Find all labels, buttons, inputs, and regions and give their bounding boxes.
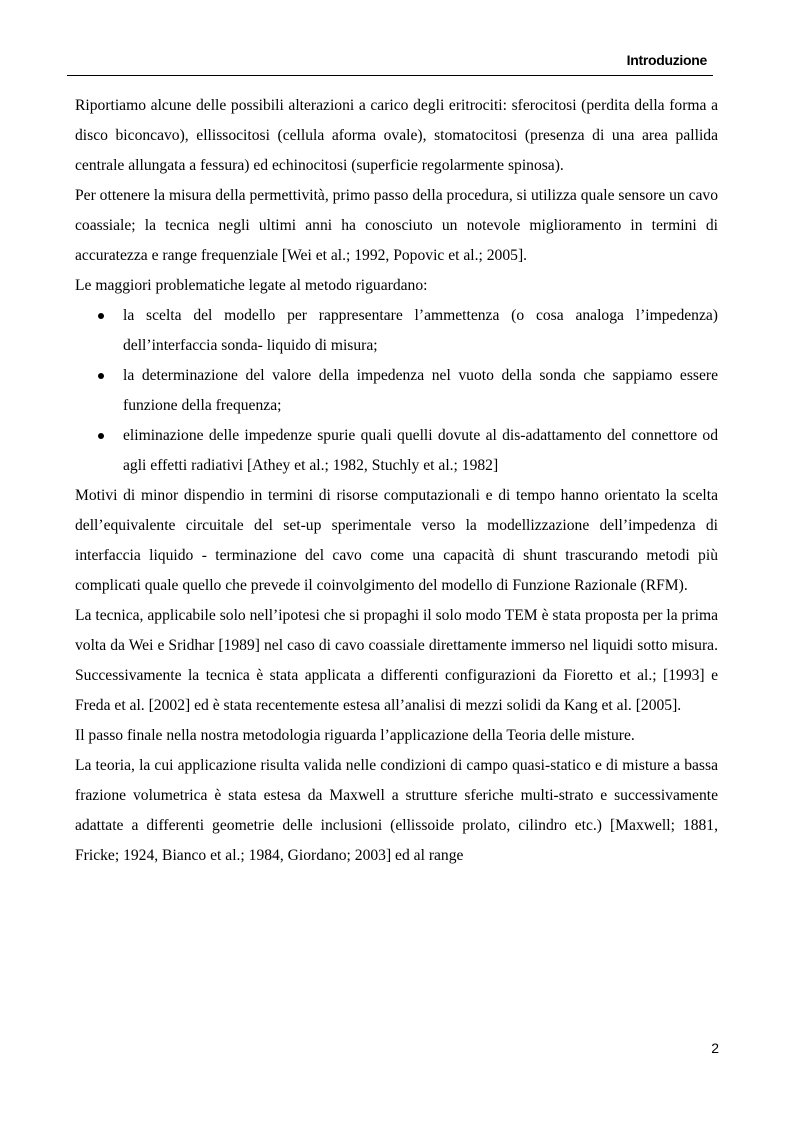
- paragraph-erythrocyte-alterations: Riportiamo alcune delle possibili alterazioni a carico degli eritrociti: sferocitosi (perdita della forma a disco biconcavo), ellissocitosi (cellula aforma ovale), stomatocitosi (presenza di una area pallida centrale allungata a fessura) ed echinocitosi (superficie regolarmente spinosa).: [75, 97, 718, 174]
- list-item: [123, 301, 718, 361]
- bullet-icon: [98, 373, 104, 379]
- chapter-title: Introduzione: [626, 52, 707, 68]
- list-item-text: la determinazione del valore della impedenza nel vuoto della sonda che sappiamo essere funzione della frequenza;: [123, 367, 718, 414]
- page-number: 2: [711, 1040, 719, 1056]
- paragraph-mixture-theory: La teoria, la cui applicazione risulta valida nelle condizioni di campo quasi-statico e di misture a bassa frazione volumetrica è stata estesa da Maxwell a strutture sferiche multi-strato e successivamente adattate a differenti geometrie delle inclusioni (ellissoide prolato, cilindro etc.) [Maxwell; 1881, Fricke; 1924, Bianco et al.; 1984, Giordano; 2003] ed al range: [75, 757, 718, 864]
- header-rule: [67, 75, 713, 76]
- list-item: [123, 421, 718, 481]
- list-item-text: eliminazione delle impedenze spurie quali quelli dovute al dis-adattamento del connettore od agli effetti radiativi [Athey et al.; 1982, Stuchly et al.; 1982]: [123, 427, 718, 474]
- paragraph-mixture-theory-intro: Il passo finale nella nostra metodologia riguarda l’applicazione della Teoria delle misture.: [75, 727, 635, 744]
- paragraph-tem-technique: La tecnica, applicabile solo nell’ipotesi che si propaghi il solo modo TEM è stata proposta per la prima volta da Wei e Sridhar [1989] nel caso di cavo coassiale direttamente immerso nel liquidi sotto misura. Successivamente la tecnica è stata applicata a differenti configurazioni da Fioretto et al.; [1993] e Freda et al. [2002] ed è stata recentemente estesa all’analisi di mezzi solidi da Kang et al. [2005].: [75, 607, 718, 714]
- bullet-icon: [98, 313, 104, 319]
- document-body: [75, 91, 718, 871]
- paragraph-method-issues-intro: Le maggiori problematiche legate al metodo riguardano:: [75, 277, 428, 294]
- page-header: [67, 0, 713, 77]
- method-issues-list: [75, 301, 718, 481]
- paragraph-permittivity-measurement: Per ottenere la misura della permettività, primo passo della procedura, si utilizza quale sensore un cavo coassiale; la tecnica negli ultimi anni ha conosciuto un notevole miglioramento in termini di accuratezza e range frequenziale [Wei et al.; 1992, Popovic et al.; 2005].: [75, 187, 719, 264]
- bullet-icon: [98, 433, 104, 439]
- list-item: [123, 361, 718, 421]
- paragraph-equivalent-circuit: Motivi di minor dispendio in termini di risorse computazionali e di tempo hanno orientato la scelta dell’equivalente circuitale del set-up sperimentale verso la modellizzazione dell’impedenza di interfaccia liquido - terminazione del cavo come una capacità di shunt trascurando metodi più complicati quale quello che prevede il coinvolgimento del modello di Funzione Razionale (RFM).: [75, 487, 718, 594]
- list-item-text: la scelta del modello per rappresentare l’ammettenza (o cosa analoga l’impedenza) dell’interfaccia sonda- liquido di misura;: [123, 307, 718, 354]
